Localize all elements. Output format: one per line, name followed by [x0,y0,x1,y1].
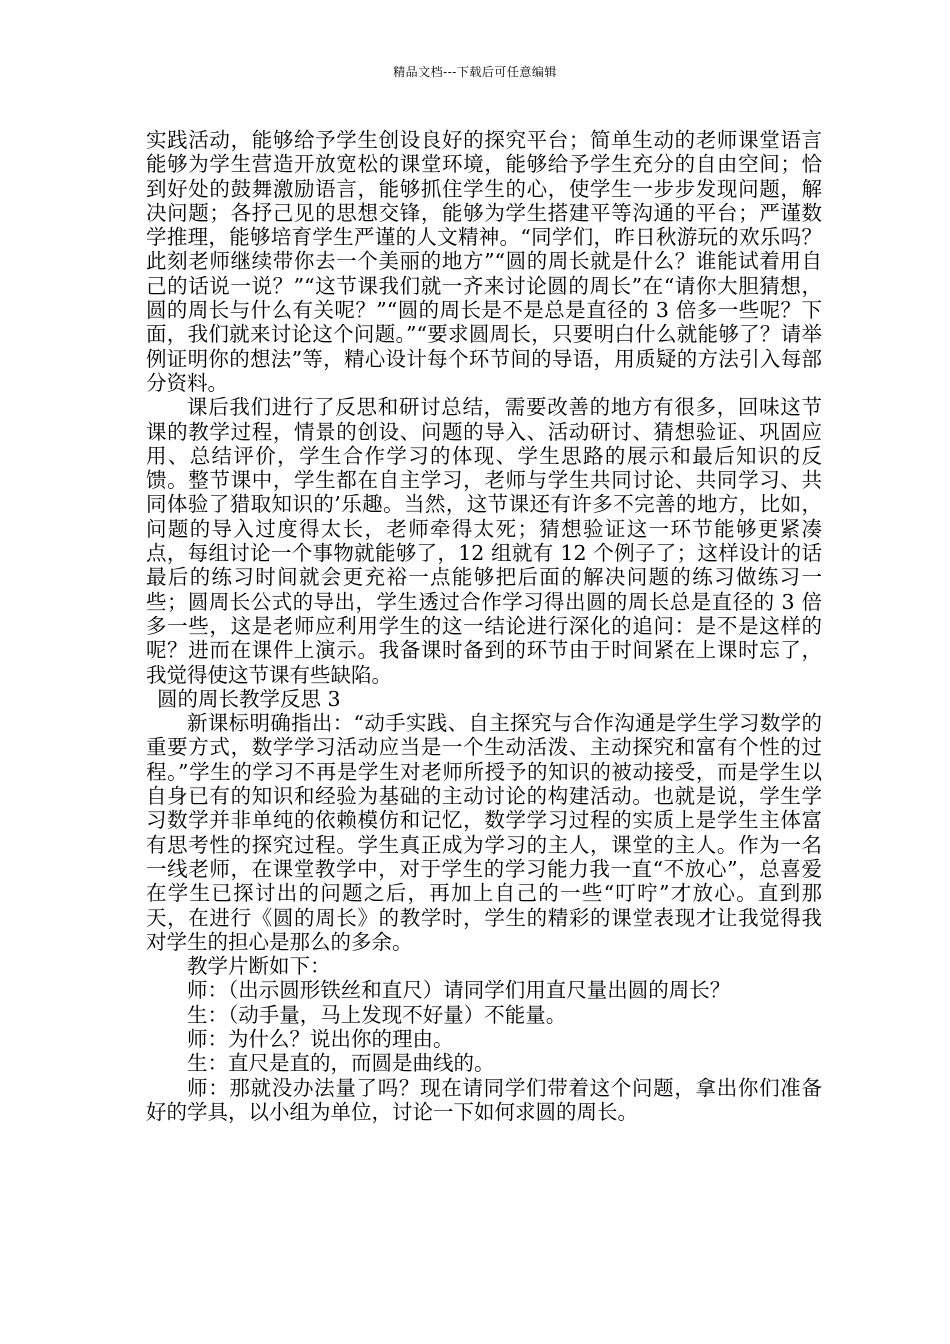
paragraph-3: 新课标明确指出：“动手实践、自主探究与合作沟通是学生学习数学的重要方式，数学学习活动应当是一个生动活泼、主动探究和富有个性的过程。”学生的学习不再是学生对老师所授予的知识的被动接受，而是学生以自身已有的知识和经验为基础的主动讨论的构建活动。也就是说，学生学习数学并非单纯的依赖模仿和记忆，数学学习过程的实质上是学生主体富有思考性的探究过程。学生真正成为学习的主人，课堂的主人。作为一名一线老师，在课堂教学中，对于学生的学习能力我一直“不放心”，总喜爱在学生已探讨出的问题之后，再加上自己的一些“叮咛”才放心。直到那天，在进行《圆的周长》的教学时，学生的精彩的课堂表现才让我觉得我对学生的担心是那么的多余。 [146,711,822,954]
dialogue-line-4: 生：直尺是直的，而圆是曲线的。 [187,1051,495,1076]
page-header: 精品文档---下载后可任意编辑 [393,65,557,79]
document-body [146,128,822,1124]
dialogue-line-2: 生：（动手量，马上发现不好量）不能量。 [187,1002,567,1027]
paragraph-1: 实践活动，能够给予学生创设良好的探究平台；简单生动的老师课堂语言能够为学生营造开放宽松的课堂环境，能够给予学生充分的自由空间；恰到好处的鼓舞激励语言，能够抓住学生的心，使学生一步步发现问题，解决问题；各抒己见的思想交锋，能够为学生搭建平等沟通的平台；严谨数学推理，能够培育学生严谨的人文精神。“同学们，昨日秋游玩的欢乐吗？此刻老师继续带你去一个美丽的地方”“圆的周长就是什么？谁能试着用自己的话说一说？”“这节课我们就一齐来讨论圆的周长”在“请你大胆猜想，圆的周长与什么有关呢？”“圆的周长是不是总是直径的 3 倍多一些呢？下面，我们就来讨论这个问题。”“要求圆周长，只要明白什么就能够了？请举例证明你的想法”等，精心设计每个环节间的导语，用质疑的方法引入每部分资料。 [146,128,822,395]
dialogue-line-3: 师：为什么？说出你的理由。 [187,1026,454,1051]
dialogue-line-5: 师：那就没办法量了吗？现在请同学们带着这个问题，拿出你们准备好的学具，以小组为单位，讨论一下如何求圆的周长。 [146,1075,822,1124]
dialogue-line-1: 师：（出示圆形铁丝和直尺）请同学们用直尺量出圆的周长？ [187,978,731,1003]
paragraph-4: 教学片断如下： [187,954,331,979]
paragraph-2: 课后我们进行了反思和研讨总结，需要改善的地方有很多，回味这节课的教学过程，情景的创设、问题的导入、活动研讨、猜想验证、巩固应用、总结评价，学生合作学习的体现、学生思路的展示和最后知识的反馈。整节课中，学生都在自主学习，老师与学生共同讨论、共同学习、共同体验了猎取知识的’乐趣。当然，这节课还有许多不完善的地方，比如，问题的导入过度得太长，老师牵得太死；猜想验证这一环节能够更紧凑点，每组讨论一个事物就能够了，12 组就有 12 个例子了；这样设计的话最后的练习时间就会更充裕一点能够把后面的解决问题的练习做练习一些；圆周长公式的导出，学生透过合作学习得出圆的周长总是直径的 3 倍多一些，这是老师应利用学生的这一结论进行深化的追问：是不是这样的呢？进而在课件上演示。我备课时备到的环节由于时间紧在上课时忘了，我觉得使这节课有些缺陷。 [146,395,822,687]
section-heading: 圆的周长教学反思 3 [157,686,341,711]
